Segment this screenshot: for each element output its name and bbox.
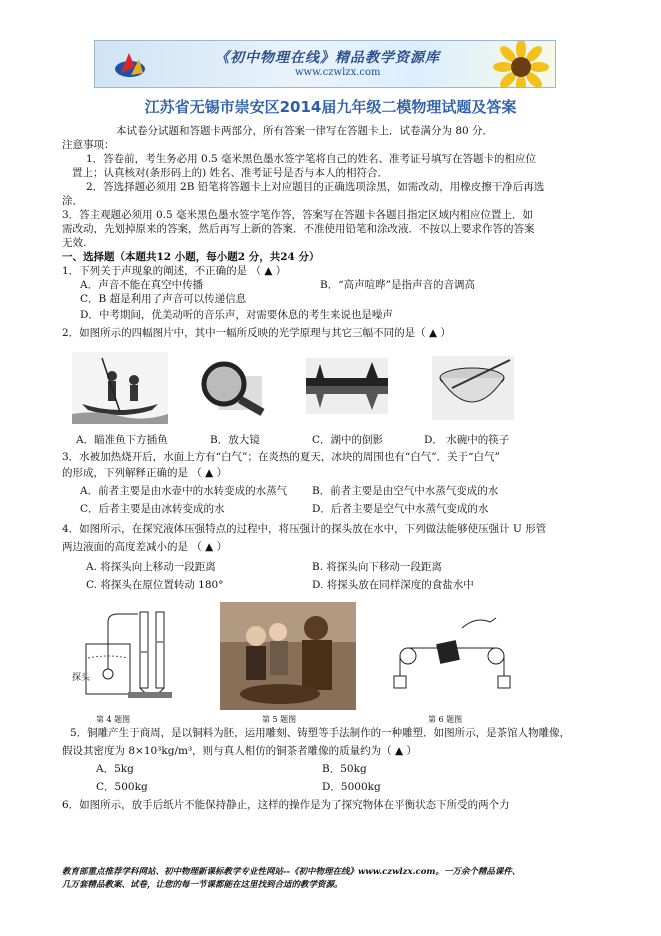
q5-stem: 5．铜雕产生于商周，是以铜料为胚，运用雕刻、铸塑等手法制作的一种雕塑．如图所示，是茶馆人物雕像，	[70, 727, 571, 739]
q2-option-b: B．放大镜	[210, 434, 260, 446]
q3-stem-cont: 的形成，下列解释正确的是 （ ▲ ）	[62, 467, 228, 479]
footer-line: 教育部重点推荐学科网站、初中物理新课标教学专业性网站--《初中物理在线》www.czwlzx.com。一万余个精品课件、	[62, 867, 521, 877]
q3-stem: 3．水被加热烧开后，水面上方有“白气”；在炎热的夏天，冰块的周围也有“白气”．关于“白气”	[62, 451, 500, 463]
q4-option-b: B. 将探头向下移动一段距离	[312, 561, 442, 573]
pressure-gauge-diagram	[68, 602, 180, 706]
header-banner	[94, 40, 556, 88]
q2-stem: 2．如图所示的四幅图片中，其中一幅所反映的光学原理与其它三幅不同的是（ ▲ ）	[62, 327, 451, 339]
q1-option-a: A．声音不能在真空中传播	[80, 279, 204, 291]
q3-option-d: D．后者主要是空气中水蒸气变成的水	[312, 503, 489, 515]
bowl-chopsticks-image	[432, 356, 514, 420]
intro-text: 本试卷分试题和答题卡两部分，所有答案一律写在答题卡上．试卷满分为 80 分．	[116, 125, 494, 137]
q4-option-a: A. 将探头向上移动一段距离	[86, 561, 216, 573]
page-title: 江苏省无锡市崇安区2014届九年级二模物理试题及答案	[144, 98, 517, 116]
notice-line: 涂．	[62, 195, 83, 207]
q1-option-d: D．中考期间，优美动听的音乐声，对需要休息的考生来说也是噪声	[80, 309, 393, 321]
q1-option-b: B．“高声喧哗”是指声音的音调高	[320, 279, 475, 291]
q2-option-c: C．湖中的倒影	[312, 434, 384, 446]
q4-option-c: C. 将探头在原位置转动 180°	[86, 579, 224, 591]
site-logo-icon	[113, 47, 147, 81]
bronze-statue-photo	[220, 602, 356, 710]
lake-reflection-image	[306, 358, 388, 414]
fig4-caption: 第 4 题图	[96, 715, 131, 724]
q5-option-a: A．5kg	[96, 763, 134, 775]
q2-option-d: D． 水碗中的筷子	[424, 434, 510, 446]
q1-stem: 1．下列关于声现象的阐述，不正确的是 （ ▲ ）	[62, 265, 287, 277]
footer-line: 几万套精品教案、试卷，让您的每一节课都能在这里找到合适的教学资源。	[62, 880, 343, 890]
q4-stem: 4．如图所示，在探究液体压强特点的过程中，将压强计的探头放在水中，下列做法能够使压强计 U 形管	[62, 523, 547, 535]
paper-card-diagram	[392, 608, 520, 702]
section-heading: 一、选择题（本题共12 小题，每小题2 分，共24 分）	[62, 251, 320, 263]
notice-line: 需改动，先划掉原来的答案，然后再写上新的答案．不准使用铅笔和涂改液．不按以上要求作答的答案	[62, 223, 535, 235]
notice-line: 3．答主观题必须用 0.5 毫米黑色墨水签字笔作答，答案写在答题卡各题目指定区域内相应位置上．如	[62, 209, 534, 221]
q5-option-b: B．50kg	[322, 763, 367, 775]
banner-title: 《初中物理在线》精品教学资源库	[215, 50, 440, 66]
q2-option-a: A．瞄准鱼下方插鱼	[76, 434, 168, 446]
fishing-boat-image	[72, 352, 168, 424]
q3-option-c: C．后者主要是由冰转变成的水	[80, 503, 225, 515]
notice-line: 2．答选择题必须用 2B 铅笔将答题卡上对应题目的正确选项涂黑，如需改动，用橡皮擦干净后再选	[86, 181, 545, 193]
page-footer	[62, 866, 622, 892]
fig5-caption: 第 5 题图	[262, 715, 297, 724]
q6-stem: 6．如图所示，放手后纸片不能保持静止，这样的操作是为了探究物体在平衡状态下所受的两个力	[62, 799, 510, 811]
magnifier-image	[188, 358, 270, 416]
fig6-caption: 第 6 题图	[428, 715, 463, 724]
probe-label: 探头	[72, 673, 91, 683]
q4-option-d: D. 将探头放在同样深度的食盐水中	[312, 579, 474, 591]
q1-option-c: C．B 超是利用了声音可以传递信息	[80, 293, 247, 305]
notice-line: 1．答卷前，考生务必用 0.5 毫米黑色墨水签字笔将自己的姓名、准考证号填写在答题卡的相应位	[86, 153, 537, 165]
sunflower-icon	[491, 40, 551, 88]
q3-option-b: B．前者主要是由空气中水蒸气变成的水	[312, 485, 499, 497]
notice-line: 置上；认真核对(条形码上的) 姓名、准考证号是否与本人的相符合．	[72, 167, 389, 179]
notice-heading: 注意事项：	[62, 139, 115, 151]
q5-option-d: D．5000kg	[322, 781, 381, 793]
banner-url[interactable]: www.czwlzx.com	[295, 67, 381, 78]
q5-option-c: C．500kg	[96, 781, 148, 793]
q5-stem-cont: 假设其密度为 8×10³kg/m³，则与真人相仿的铜茶者雕像的质量约为（ ▲ ）	[62, 745, 417, 757]
q4-stem-cont: 两边液面的高度差减小的是 （ ▲ ）	[62, 541, 228, 553]
notice-line: 无效.	[62, 237, 87, 249]
q3-option-a: A．前者主要是由水壶中的水转变成的水蒸气	[80, 485, 288, 497]
